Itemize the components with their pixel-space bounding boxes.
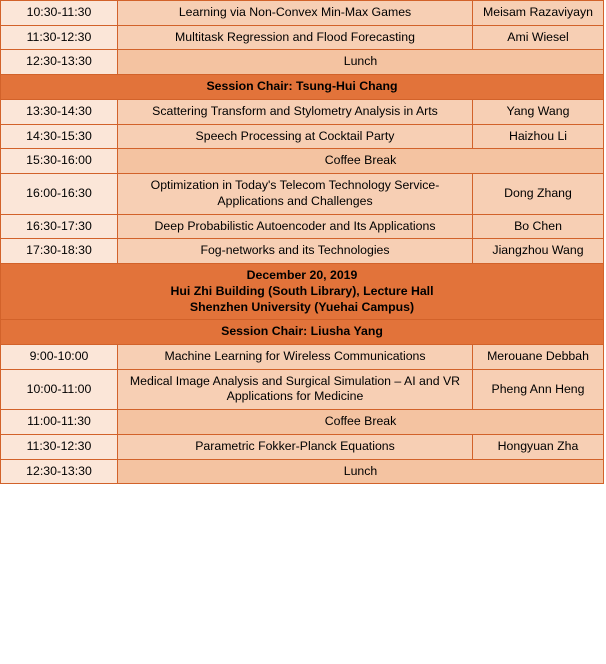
session-speaker: Merouane Debbah bbox=[473, 345, 604, 370]
session-speaker: Haizhou Li bbox=[473, 124, 604, 149]
table-row bbox=[1, 459, 604, 484]
break-label: Lunch bbox=[118, 459, 604, 484]
table-row bbox=[1, 434, 604, 459]
session-speaker: Bo Chen bbox=[473, 214, 604, 239]
session-title: Parametric Fokker-Planck Equations bbox=[118, 434, 473, 459]
session-speaker: Pheng Ann Heng bbox=[473, 369, 604, 409]
session-speaker: Dong Zhang bbox=[473, 174, 604, 214]
session-chair-header: Session Chair: Tsung-Hui Chang bbox=[1, 75, 604, 100]
session-title: Fog-networks and its Technologies bbox=[118, 239, 473, 264]
session-time: 11:30-12:30 bbox=[1, 434, 118, 459]
session-time: 17:30-18:30 bbox=[1, 239, 118, 264]
day-header-line3: Shenzhen University (Yuehai Campus) bbox=[189, 299, 415, 314]
session-time: 12:30-13:30 bbox=[1, 50, 118, 75]
session-title: Deep Probabilistic Autoencoder and Its Applications bbox=[118, 214, 473, 239]
session-time: 9:00-10:00 bbox=[1, 345, 118, 370]
session-title: Scattering Transform and Stylometry Analysis in Arts bbox=[118, 99, 473, 124]
session-time: 16:30-17:30 bbox=[1, 214, 118, 239]
table-row bbox=[1, 149, 604, 174]
session-chair-header: Session Chair: Liusha Yang bbox=[1, 320, 604, 345]
session-time: 16:00-16:30 bbox=[1, 174, 118, 214]
table-row bbox=[1, 174, 604, 214]
session-time: 11:30-12:30 bbox=[1, 25, 118, 50]
session-time: 14:30-15:30 bbox=[1, 124, 118, 149]
session-speaker: Yang Wang bbox=[473, 99, 604, 124]
day-header bbox=[1, 264, 604, 320]
session-title: Medical Image Analysis and Surgical Simulation – AI and VR Applications for Medicine bbox=[118, 369, 473, 409]
table-row bbox=[1, 214, 604, 239]
session-title: Machine Learning for Wireless Communications bbox=[118, 345, 473, 370]
session-time: 11:00-11:30 bbox=[1, 410, 118, 435]
schedule-body bbox=[1, 1, 604, 484]
table-row bbox=[1, 75, 604, 100]
session-title: Learning via Non-Convex Min-Max Games bbox=[118, 1, 473, 26]
table-row bbox=[1, 369, 604, 409]
day-header-line2: Hui Zhi Building (South Library), Lecture Hall bbox=[170, 283, 434, 298]
session-speaker: Meisam Razaviyayn bbox=[473, 1, 604, 26]
table-row bbox=[1, 320, 604, 345]
session-time: 12:30-13:30 bbox=[1, 459, 118, 484]
session-time: 15:30-16:00 bbox=[1, 149, 118, 174]
table-row bbox=[1, 1, 604, 26]
break-label: Coffee Break bbox=[118, 410, 604, 435]
table-row bbox=[1, 264, 604, 320]
session-title: Optimization in Today's Telecom Technology Service- Applications and Challenges bbox=[118, 174, 473, 214]
session-time: 10:30-11:30 bbox=[1, 1, 118, 26]
day-header-line1: December 20, 2019 bbox=[246, 268, 358, 283]
session-time: 10:00-11:00 bbox=[1, 369, 118, 409]
session-title: Multitask Regression and Flood Forecasting bbox=[118, 25, 473, 50]
break-label: Coffee Break bbox=[118, 149, 604, 174]
table-row bbox=[1, 345, 604, 370]
table-row bbox=[1, 99, 604, 124]
table-row bbox=[1, 124, 604, 149]
session-time: 13:30-14:30 bbox=[1, 99, 118, 124]
table-row bbox=[1, 25, 604, 50]
table-row bbox=[1, 50, 604, 75]
session-speaker: Ami Wiesel bbox=[473, 25, 604, 50]
session-title: Speech Processing at Cocktail Party bbox=[118, 124, 473, 149]
break-label: Lunch bbox=[118, 50, 604, 75]
session-speaker: Hongyuan Zha bbox=[473, 434, 604, 459]
session-speaker: Jiangzhou Wang bbox=[473, 239, 604, 264]
table-row bbox=[1, 410, 604, 435]
table-row bbox=[1, 239, 604, 264]
